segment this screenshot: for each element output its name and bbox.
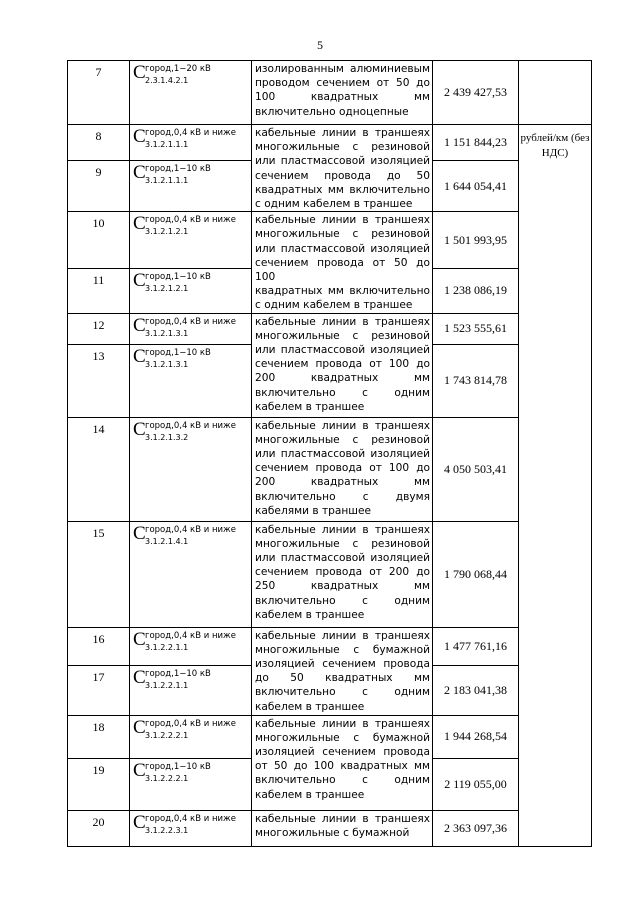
- description-line: кабелем в траншее: [255, 788, 365, 801]
- description-line: кабельные линии в траншеях: [255, 419, 430, 432]
- row-number: 11: [68, 269, 130, 313]
- row-number: 7: [68, 61, 130, 125]
- rate-symbol-superscript: город,0,4 кВ и ниже: [145, 128, 236, 138]
- description-line: многожильные с бумажной: [255, 643, 430, 656]
- description-line: 250 квадратных мм: [255, 580, 430, 593]
- description-line: или пластмассовой изоляцией: [255, 344, 430, 357]
- price-value: 2 439 427,53: [433, 61, 519, 125]
- price-value: 2 119 055,00: [433, 758, 519, 810]
- row-number: 9: [68, 161, 130, 212]
- description-line: кабельные линии в траншеях: [255, 523, 430, 536]
- table-row: [68, 61, 592, 125]
- rate-symbol-subscript: 3.1.2.2.2.1: [145, 730, 189, 740]
- description-line: включительно одноцепные: [255, 105, 409, 118]
- description-line: сечением провода до 50: [255, 169, 430, 182]
- price-value: 2 363 097,36: [433, 810, 519, 846]
- rate-symbol-subscript: 3.1.2.1.4.1: [145, 536, 189, 546]
- price-value: 4 050 503,41: [433, 417, 519, 521]
- rate-symbol-superscript: город,1−10 кВ: [145, 761, 211, 772]
- description-line: до 50 квадратных мм: [255, 672, 430, 685]
- description-line: с одним кабелем в траншее: [255, 299, 413, 312]
- description-line: квадратных мм включительно: [255, 285, 430, 298]
- description-line: от 50 до 100 квадратных мм: [255, 760, 430, 773]
- table-row: [68, 627, 592, 665]
- description-line: кабелем в траншее: [255, 700, 365, 713]
- description-line: проводом сечением от 50 до: [255, 77, 430, 90]
- line-description: [252, 627, 433, 715]
- rate-symbol-letter: C: [133, 314, 146, 336]
- price-value: 1 790 068,44: [433, 521, 519, 627]
- description-line: многожильные с резиновой: [255, 228, 430, 241]
- table-row: [68, 417, 592, 521]
- description-line: многожильные с резиновой: [255, 329, 430, 342]
- rate-symbol-subscript: 3.1.2.1.1.1: [145, 140, 189, 149]
- description-line: включительно с одним: [255, 686, 430, 699]
- description-line: изолированным алюминиевым: [255, 63, 430, 75]
- line-description: [252, 521, 433, 627]
- price-value: 1 151 844,23: [433, 125, 519, 161]
- description-line: кабельные линии в траншеях: [255, 717, 430, 730]
- description-line: сечением провода от 100 до: [255, 358, 430, 371]
- description-line: многожильные с бумажной: [255, 731, 430, 744]
- table-row: [68, 715, 592, 758]
- row-number: 8: [68, 125, 130, 161]
- row-number: 15: [68, 521, 130, 627]
- description-line: кабельные линии в траншеях: [255, 629, 430, 642]
- rate-symbol-superscript: город,0,4 кВ и ниже: [145, 524, 236, 535]
- rate-symbol-superscript: город,0,4 кВ и ниже: [145, 420, 236, 431]
- rate-symbol-subscript: 3.1.2.1.3.1: [145, 359, 189, 369]
- description-line: кабельные линии в траншеях: [255, 127, 430, 139]
- rate-symbol-letter: C: [133, 270, 146, 292]
- rate-symbol: [130, 627, 252, 665]
- rate-symbol-letter: C: [133, 345, 146, 367]
- table-row: [68, 810, 592, 846]
- row-number: 18: [68, 715, 130, 758]
- description-line: многожильные с резиновой: [255, 141, 430, 154]
- price-value: 1 238 086,19: [433, 269, 519, 313]
- price-value: 1 501 993,95: [433, 212, 519, 269]
- price-value: 2 183 041,38: [433, 665, 519, 715]
- rate-symbol-letter: C: [133, 811, 146, 833]
- description-line: сечением провода от 100 до: [255, 462, 430, 475]
- rate-symbol-letter: C: [133, 62, 146, 83]
- description-line: включительно с одним: [255, 774, 430, 787]
- rate-symbol-superscript: город,0,4 кВ и ниже: [145, 718, 236, 729]
- price-value: 1 523 555,61: [433, 313, 519, 344]
- rate-symbol: [130, 810, 252, 846]
- description-line: или пластмассовой изоляцией: [255, 242, 430, 255]
- description-line: кабелем в траншее: [255, 608, 365, 621]
- unit-cell-empty: [519, 61, 592, 125]
- rate-symbol-superscript: город,1−10 кВ: [145, 272, 211, 283]
- rate-symbol-letter: C: [133, 716, 146, 738]
- rate-symbol-superscript: город,1−20 кВ: [145, 64, 211, 74]
- row-number: 13: [68, 344, 130, 417]
- line-description: [252, 417, 433, 521]
- row-number: 16: [68, 627, 130, 665]
- rate-symbol-superscript: город,1−10 кВ: [145, 668, 211, 679]
- rate-symbol-letter: C: [133, 162, 146, 184]
- line-description: [252, 715, 433, 810]
- description-line: многожильные с резиновой: [255, 537, 430, 550]
- description-line: кабельные линии в траншеях: [255, 812, 430, 825]
- rate-symbol-letter: C: [133, 628, 146, 650]
- rate-symbol-letter: C: [133, 213, 146, 235]
- description-line: или пластмассовой изоляцией: [255, 552, 430, 565]
- description-line: кабелем в траншее: [255, 400, 365, 413]
- price-value: 1 644 054,41: [433, 161, 519, 212]
- description-line: включительно с одним: [255, 386, 430, 399]
- row-number: 20: [68, 810, 130, 846]
- row-number: 19: [68, 758, 130, 810]
- rate-symbol: [130, 125, 252, 161]
- rate-symbol: [130, 313, 252, 344]
- rate-symbol-superscript: город,0,4 кВ и ниже: [145, 215, 236, 226]
- rate-symbol-superscript: город,0,4 кВ и ниже: [145, 813, 236, 824]
- rate-symbol-letter: C: [133, 759, 146, 781]
- description-line: включительно с двумя: [255, 490, 430, 503]
- rate-symbol: [130, 715, 252, 758]
- rate-symbol: [130, 521, 252, 627]
- description-line: кабельные линии в траншеях: [255, 214, 430, 227]
- rate-symbol-subscript: 3.1.2.2.3.1: [145, 825, 189, 835]
- row-number: 17: [68, 665, 130, 715]
- rate-symbol-letter: C: [133, 126, 146, 147]
- description-line: кабельные линии в траншеях: [255, 315, 430, 328]
- rate-symbol-subscript: 3.1.2.1.2.1: [145, 227, 189, 237]
- description-line: многожильные с бумажной: [255, 826, 410, 839]
- rate-symbol-superscript: город,0,4 кВ и ниже: [145, 316, 236, 327]
- description-line: изоляцией сечением провода: [255, 746, 430, 759]
- rate-symbol: [130, 269, 252, 313]
- description-line: 200 квадратных мм: [255, 476, 430, 489]
- rate-symbol-subscript: 3.1.2.1.2.1: [145, 284, 189, 294]
- table-row: [68, 521, 592, 627]
- line-description: [252, 810, 433, 846]
- rate-symbol-subscript: 2.3.1.4.2.1: [145, 76, 189, 85]
- description-line: 100 квадратных мм: [255, 91, 430, 104]
- description-line: квадратных мм включительно: [255, 183, 430, 196]
- description-line: сечением провода от 200 до: [255, 566, 430, 579]
- description-line: многожильные с резиновой: [255, 433, 430, 446]
- description-line: или пластмассовой изоляцией: [255, 448, 430, 461]
- line-description: [252, 212, 433, 313]
- description-line: сечением провода от 50 до 100: [255, 256, 430, 284]
- rate-symbol: [130, 212, 252, 269]
- rate-symbol-subscript: 3.1.2.2.1.1: [145, 680, 189, 690]
- description-line: 200 квадратных мм: [255, 372, 430, 385]
- rate-symbol-letter: C: [133, 418, 146, 440]
- description-line: изоляцией сечением провода: [255, 658, 430, 671]
- line-description: [252, 313, 433, 417]
- price-value: 1 743 814,78: [433, 344, 519, 417]
- description-line: с одним кабелем в траншее: [255, 198, 413, 211]
- rate-symbol: [130, 417, 252, 521]
- rate-symbol-subscript: 3.1.2.1.3.2: [145, 432, 189, 442]
- rate-symbol-subscript: 3.1.2.1.1.1: [145, 176, 189, 186]
- rate-symbol-superscript: город,1−10 кВ: [145, 164, 211, 175]
- row-number: 12: [68, 313, 130, 344]
- rate-symbol: [130, 344, 252, 417]
- page-number: 5: [317, 38, 323, 52]
- row-number: 14: [68, 417, 130, 521]
- rate-symbol: [130, 758, 252, 810]
- unit-label: рублей/км (без НДС): [519, 125, 592, 847]
- rate-symbol: [130, 161, 252, 212]
- price-value: 1 477 761,16: [433, 627, 519, 665]
- description-line: кабелями в траншее: [255, 504, 371, 517]
- rate-symbol-superscript: город,1−10 кВ: [145, 347, 211, 358]
- line-description: [252, 125, 433, 212]
- description-line: включительно с одним: [255, 594, 430, 607]
- rate-symbol-subscript: 3.1.2.1.3.1: [145, 328, 189, 338]
- description-line: или пластмассовой изоляцией: [255, 155, 430, 168]
- table-row: [68, 212, 592, 269]
- line-description: [252, 61, 433, 125]
- rate-symbol-subscript: 3.1.2.2.1.1: [145, 642, 189, 652]
- rate-symbol-superscript: город,0,4 кВ и ниже: [145, 630, 236, 641]
- tariff-table: [67, 60, 592, 847]
- rate-symbol: [130, 61, 252, 125]
- price-value: 1 944 268,54: [433, 715, 519, 758]
- rate-symbol: [130, 665, 252, 715]
- table-row: [68, 125, 592, 161]
- table-row: [68, 313, 592, 344]
- rate-symbol-letter: C: [133, 666, 146, 688]
- rate-symbol-letter: C: [133, 522, 146, 544]
- rate-symbol-subscript: 3.1.2.2.2.1: [145, 773, 189, 783]
- row-number: 10: [68, 212, 130, 269]
